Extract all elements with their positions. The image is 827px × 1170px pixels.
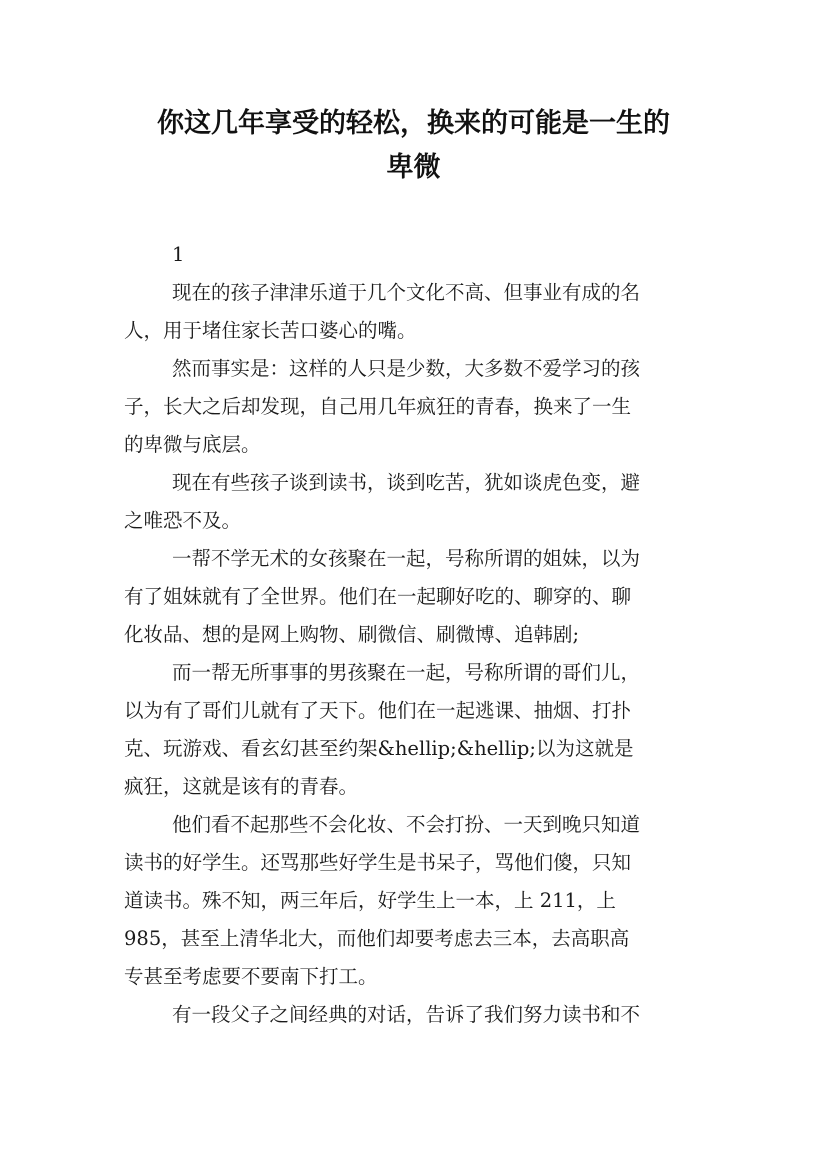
body-text-line: 1	[172, 243, 185, 266]
body-text-line: 化妆品、想的是网上购物、刷微信、刷微博、追韩剧;	[124, 623, 580, 646]
body-text-line: 以为有了哥们儿就有了天下。他们在一起逃课、抽烟、打扑	[124, 699, 632, 722]
body-text-line: 读书的好学生。还骂那些好学生是书呆子，骂他们傻，只知	[124, 851, 632, 874]
body-text-line: 有一段父子之间经典的对话，告诉了我们努力读书和不	[172, 1003, 641, 1026]
body-text-line: 一帮不学无术的女孩聚在一起，号称所谓的姐妹，以为	[172, 547, 641, 570]
body-text-line: 有了姐妹就有了全世界。他们在一起聊好吃的、聊穿的、聊	[124, 585, 632, 608]
body-text-line: 人，用于堵住家长苦口婆心的嘴。	[124, 319, 417, 342]
document-title-line-1: 你这几年享受的轻松，换来的可能是一生的	[157, 108, 670, 139]
body-text-line: 985，甚至上清华北大，而他们却要考虑去三本，去高职高	[124, 927, 630, 950]
body-text-line: 他们看不起那些不会化妆、不会打扮、一天到晚只知道	[172, 813, 641, 836]
body-text-line: 道读书。殊不知，两三年后，好学生上一本，上 211，上	[124, 889, 616, 912]
body-text-line: 克、玩游戏、看玄幻甚至约架&hellip;&hellip;以为这就是	[124, 737, 634, 760]
document-body	[124, 236, 710, 1066]
body-text-line: 之唯恐不及。	[124, 509, 242, 532]
body-text-line: 然而事实是：这样的人只是少数，大多数不爱学习的孩	[172, 357, 641, 380]
body-text-line: 的卑微与底层。	[124, 433, 261, 456]
body-text-line: 现在有些孩子谈到读书，谈到吃苦，犹如谈虎色变，避	[172, 471, 641, 494]
body-text-line: 疯狂，这就是该有的青春。	[124, 775, 359, 798]
document-title-line-2: 卑微	[386, 152, 441, 183]
body-text-line: 子，长大之后却发现，自己用几年疯狂的青春，换来了一生	[124, 395, 632, 418]
body-text-line: 而一帮无所事事的男孩聚在一起，号称所谓的哥们儿，	[172, 661, 641, 684]
body-text-line: 专甚至考虑要不要南下打工。	[124, 965, 378, 988]
body-text-line: 现在的孩子津津乐道于几个文化不高、但事业有成的名	[172, 281, 641, 304]
